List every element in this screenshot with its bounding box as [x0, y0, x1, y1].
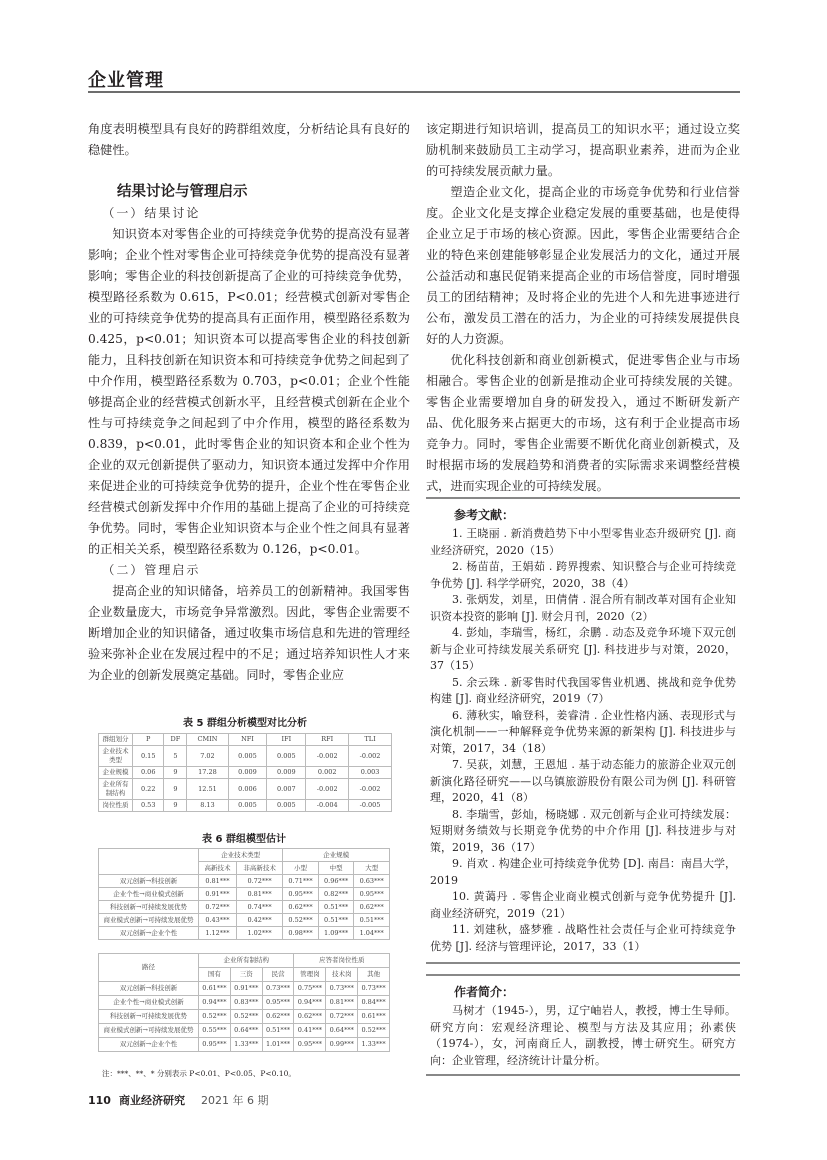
table-cell: 0.51***: [262, 1024, 294, 1038]
page-footer: [88, 1092, 268, 1108]
table-cell: 0.005: [228, 800, 267, 812]
table-cell: 企业技术类型: [99, 746, 133, 767]
table-cell: 0.52***: [199, 1010, 231, 1024]
page-number: 110: [88, 1094, 111, 1107]
table-cell: 17.28: [187, 767, 228, 779]
table-row: [99, 982, 390, 996]
divider: [426, 962, 740, 964]
table-cell: 0.62***: [283, 901, 319, 914]
table-cell: 1.01***: [262, 1038, 294, 1052]
table-cell: 0.73***: [326, 982, 358, 996]
table-cell: 0.91***: [230, 982, 262, 996]
author-bio: 马树才（1945-），男，辽宁岫岩人，教授，博士生导师。研究方向：宏观经济理论、模型与方法及其应用；孙素侠（1974-），女，河南商丘人，副教授，博士研究生。研究方向：企业管理，经济统计计量分析。: [430, 1004, 736, 1067]
table-cell: 0.91***: [199, 888, 237, 901]
table-cell: -0.004: [306, 800, 349, 812]
table-cell: 三资: [230, 968, 262, 982]
table-cell: 小型: [283, 862, 319, 875]
table-cell: NFI: [228, 734, 267, 746]
table-cell: 其他: [358, 968, 390, 982]
table-cell: 1.04***: [354, 927, 390, 940]
reference-item: 8. 李瑞雪，彭灿，杨晓娜 . 双元创新与企业可持续发展：短期财务绩效与长期竞争优势的中介作用 [J]. 科技进步与对策，2019，36（17）: [430, 807, 736, 854]
table-cell: 0.64***: [230, 1024, 262, 1038]
table-cell: 0.42***: [236, 914, 282, 927]
table-cell: 5: [164, 746, 187, 767]
table-cell: 0.81***: [326, 996, 358, 1010]
divider: [426, 1074, 740, 1076]
table-cell: 0.51***: [318, 914, 354, 927]
table-cell: 0.52***: [283, 914, 319, 927]
paragraph: 该定期进行知识培训，提高员工的知识水平；通过设立奖励机制来鼓励员工主动学习，提高职业素养，进而为企业的可持续发展贡献力量。: [426, 122, 740, 178]
table6-title: 表 6 群组模型估计: [202, 834, 286, 845]
table-cell: 1.09***: [318, 927, 354, 940]
table5: [98, 733, 392, 812]
author-heading: 作者简介：: [454, 985, 515, 999]
table-cell: 0.55***: [199, 1024, 231, 1038]
table-cell: 企业个性→商业模式创新: [99, 888, 199, 901]
table-row: [99, 875, 390, 888]
table-cell: 0.98***: [283, 927, 319, 940]
paragraph: 优化科技创新和商业创新模式，促进零售企业与市场相融合。零售企业的创新是推动企业可持续发展的关键。零售企业需要增加自身的研发投入，通过不断研发新产品、优化服务来占据更大的市场，这有利于企业提高市场竞争力。同时，零售企业需要不断优化商业创新模式，及时根据市场的发展趋势和消费者的实际需求来调整经营模式，进而实现企业的可持续发展。: [426, 353, 740, 493]
table-cell: 中型: [318, 862, 354, 875]
table-cell: 商业模式创新→可持续发展优势: [99, 914, 199, 927]
table-cell: -0.002: [306, 779, 349, 800]
table-cell: 0.009: [228, 767, 267, 779]
reference-item: 2. 杨苗苗，王娟茹 . 跨界搜索、知识整合与企业可持续竞争优势 [J]. 科学学研究，2020，38（4）: [430, 560, 736, 590]
table-cell: 1.02***: [236, 927, 282, 940]
table-cell: 管理岗: [294, 968, 326, 982]
table-cell: 双元创新→科技创新: [99, 982, 199, 996]
table-cell: -0.002: [306, 746, 349, 767]
table-cell: 0.62***: [262, 1010, 294, 1024]
table-cell: 0.94***: [294, 996, 326, 1010]
table-cell: 0.15: [133, 746, 164, 767]
table-cell: 0.94***: [199, 996, 231, 1010]
table-cell: 大型: [354, 862, 390, 875]
table-cell: 0.005: [267, 746, 306, 767]
left-column: [88, 119, 410, 686]
table-cell: 路径: [99, 954, 199, 982]
table-cell: 0.96***: [318, 875, 354, 888]
table-row: [99, 800, 392, 812]
table-cell: 0.009: [267, 767, 306, 779]
table-cell: 科技创新→可持续发展优势: [99, 901, 199, 914]
table-row: [99, 1024, 390, 1038]
table-cell: 0.53: [133, 800, 164, 812]
table-cell: 国有: [199, 968, 231, 982]
table-cell: 0.62***: [294, 1010, 326, 1024]
table-cell: 企业技术类型: [199, 849, 283, 862]
table-row: [99, 954, 390, 968]
table-cell: 双元创新→企业个性: [99, 1038, 199, 1052]
table-cell: -0.002: [349, 779, 392, 800]
issue: 2021 年 6 期: [200, 1094, 269, 1107]
table-cell: 0.43***: [199, 914, 237, 927]
table-cell: 0.06: [133, 767, 164, 779]
table-cell: 0.006: [228, 779, 267, 800]
table-row: [99, 849, 390, 862]
table-cell: 0.62***: [354, 901, 390, 914]
table-cell: P: [133, 734, 164, 746]
table-cell: 0.95***: [199, 1038, 231, 1052]
table-cell: 0.74***: [236, 901, 282, 914]
table-cell: 群组划分: [99, 734, 133, 746]
table-cell: 企业规模: [283, 849, 390, 862]
table-cell: DF: [164, 734, 187, 746]
table-cell: 12.51: [187, 779, 228, 800]
table-cell: 9: [164, 800, 187, 812]
table-cell: 0.73***: [262, 982, 294, 996]
table-cell: 民营: [262, 968, 294, 982]
table-cell: 0.72***: [236, 875, 282, 888]
table-cell: 企业规模: [99, 767, 133, 779]
reference-item: 4. 彭灿，李瑞雪，杨红，余鹏 . 动态及竞争环境下双元创新与企业可持续发展关系研究 [J]. 科技进步与对策，2020，37（15）: [430, 626, 736, 672]
table-row: [99, 746, 392, 767]
section-heading: 结果讨论与管理启示: [117, 184, 248, 200]
table-row: [99, 734, 392, 746]
table-cell: 1.33***: [358, 1038, 390, 1052]
table-cell: 0.52***: [358, 1024, 390, 1038]
table-note: 注：***、**、* 分别表示 P<0.01、P<0.05、P<0.10。: [102, 1069, 296, 1078]
table-cell: 岗位性质: [99, 800, 133, 812]
table-cell: 8.13: [187, 800, 228, 812]
reference-item: 1. 王晓丽 . 新消费趋势下中小型零售业态升级研究 [J]. 商业经济研究，2020（15）: [430, 527, 736, 557]
table6-part-a: [98, 848, 390, 940]
paragraph: 知识资本对零售企业的可持续竞争优势的提高没有显著影响；企业个性对零售企业可持续竞争优势的提高没有显著影响；零售企业的科技创新提高了企业的可持续竞争优势，模型路径系数为 0.615，P<0.01；经营模式创新对零售企业的可持续竞争优势的提高具有正面作用，模型路径系数为 0.425，p<0.01；知识资本可以提高零售企业的科技创新能力，且科技创新在知识资本和可持续竞争优势之间起到了中介作用，模型路径系数为 0.703，p<0.01；企业个性能够提高企业的经营模式创新水平，且经营模式创新在企业个性与可持续竞争之间起到了中介作用，模型的路径系数为 0.839，p<0.01，此时零售企业的知识资本和企业个性为企业的双元创新提供了驱动力，知识资本通过发挥中介作用来促进企业的可持续竞争优势的提升，企业个性在零售企业经营模式创新发挥中介作用的基础上提高了企业的可持续竞争优势。同时，零售企业知识资本与企业个性之间具有显著的正相关关系，模型路径系数为 0.126，p<0.01。: [88, 227, 410, 556]
table-cell: 0.52***: [230, 1010, 262, 1024]
table-row: [99, 888, 390, 901]
table-cell: 0.22: [133, 779, 164, 800]
table-cell: 0.41***: [294, 1024, 326, 1038]
table-cell: 企业所有制结构: [99, 779, 133, 800]
paragraph: 提高企业的知识储备，培养员工的创新精神。我国零售企业数量庞大，市场竞争异常激烈。因此，零售企业需要不断增加企业的知识储备，通过收集市场信息和先进的管理经验来弥补企业在发展过程中的不足；通过培养知识性人才来为企业的创新发展奠定基础。同时，零售企业应: [88, 584, 410, 682]
table-row: [99, 901, 390, 914]
table-cell: TLI: [349, 734, 392, 746]
table-row: [99, 927, 390, 940]
table-cell: 技术岗: [326, 968, 358, 982]
table-row: [99, 779, 392, 800]
table-cell: 0.82***: [318, 888, 354, 901]
table-cell: 0.95***: [294, 1038, 326, 1052]
table-cell: 科技创新→可持续发展优势: [99, 1010, 199, 1024]
table-cell: 0.005: [228, 746, 267, 767]
table-cell: 高新技术: [199, 862, 237, 875]
table-cell: 企业个性→商业模式创新: [99, 996, 199, 1010]
divider: [426, 974, 740, 976]
subsection-heading: （一）结果讨论: [102, 206, 201, 220]
table-cell: 0.002: [306, 767, 349, 779]
table-cell: 双元创新→科技创新: [99, 875, 199, 888]
table-cell: 1.33***: [230, 1038, 262, 1052]
right-bottom: [426, 497, 740, 1076]
table-cell: 1.12***: [199, 927, 237, 940]
right-column: [426, 119, 740, 497]
table-cell: 0.64***: [326, 1024, 358, 1038]
table-cell: [99, 849, 199, 875]
reference-item: 10. 黄蔼丹 . 零售企业商业模式创新与竞争优势提升 [J]. 商业经济研究，2019（21）: [430, 890, 736, 920]
table-cell: 0.005: [267, 800, 306, 812]
table-cell: IFI: [267, 734, 306, 746]
table-cell: 非高新技术: [236, 862, 282, 875]
reference-item: 11. 刘建秋，盛梦雅 . 战略性社会责任与企业可持续竞争优势 [J]. 经济与管理评论，2017，33（1）: [430, 923, 736, 953]
table-cell: 0.72***: [326, 1010, 358, 1024]
table-cell: 商业模式创新→可持续发展优势: [99, 1024, 199, 1038]
table-cell: 0.99***: [326, 1038, 358, 1052]
table-cell: 0.75***: [294, 982, 326, 996]
table-row: [99, 1010, 390, 1024]
table-cell: 0.83***: [230, 996, 262, 1010]
table5-title: 表 5 群组分析模型对比分析: [183, 718, 307, 729]
table-cell: 应答者岗位性质: [294, 954, 390, 968]
table-cell: 0.81***: [236, 888, 282, 901]
author-section: [426, 984, 740, 1069]
journal-name: 商业经济研究: [118, 1094, 185, 1107]
table-cell: 0.51***: [318, 901, 354, 914]
table-cell: 0.95***: [283, 888, 319, 901]
table-cell: -0.002: [349, 746, 392, 767]
table-cell: 0.71***: [283, 875, 319, 888]
table-cell: 0.61***: [358, 1010, 390, 1024]
reference-item: 9. 肖欢 . 构建企业可持续竞争优势 [D]. 南昌：南昌大学，2019: [430, 857, 736, 887]
table-cell: 0.003: [349, 767, 392, 779]
table-cell: 0.51***: [354, 914, 390, 927]
table-cell: 0.84***: [358, 996, 390, 1010]
table-cell: 0.007: [267, 779, 306, 800]
table-cell: 双元创新→企业个性: [99, 927, 199, 940]
table-cell: 0.63***: [354, 875, 390, 888]
table6-part-b: [98, 953, 390, 1052]
table-row: [99, 914, 390, 927]
references-section: [426, 497, 740, 955]
header-rule: [88, 91, 740, 93]
subsection-heading: （二）管理启示: [102, 563, 201, 577]
table-cell: 7.02: [187, 746, 228, 767]
paragraph: 塑造企业文化，提高企业的市场竞争优势和行业信誉度。企业文化是支撑企业稳定发展的重要基础，也是使得企业立足于市场的核心资源。因此，零售企业需要结合企业的特色来创建能够彰显企业发展活力的文化，通过开展公益活动和惠民促销来提高企业的市场信誉度，同时增强员工的团结精神；及时将企业的先进个人和先进事迹进行公布，激发员工潜在的活力，为企业的可持续发展提供良好的人力资源。: [426, 185, 740, 346]
table-row: [99, 767, 392, 779]
reference-item: 7. 吴荻，刘慧，王恩旭 . 基于动态能力的旅游企业双元创新演化路径研究——以乌镇旅游股份有限公司为例 [J]. 科研管理，2020，41（8）: [430, 758, 736, 804]
table-cell: 0.95***: [262, 996, 294, 1010]
table-cell: 企业所有制结构: [199, 954, 294, 968]
reference-item: 5. 余云珠 . 新零售时代我国零售业机遇、挑战和竞争优势构建 [J]. 商业经济研究，2019（7）: [430, 675, 736, 705]
table-cell: 9: [164, 767, 187, 779]
table-cell: 0.61***: [199, 982, 231, 996]
table-cell: 0.72***: [199, 901, 237, 914]
table-cell: CMIN: [187, 734, 228, 746]
section-title: 企业管理: [88, 70, 164, 91]
table-cell: -0.005: [349, 800, 392, 812]
table-cell: 0.95***: [354, 888, 390, 901]
table-row: [99, 996, 390, 1010]
reference-item: 6. 薄秋实，喻登科，姜睿清 . 企业性格内涵、表现形式与演化机制——一种解释竞争优势来源的新架构 [J]. 科技进步与对策，2017，34（18）: [430, 708, 736, 755]
table-cell: 0.81***: [199, 875, 237, 888]
reference-item: 3. 张炳发，刘星，田倩倩 . 混合所有制改革对国有企业知识资本投资的影响 [J]. 财会月刊，2020（2）: [430, 593, 736, 623]
table-cell: 0.73***: [358, 982, 390, 996]
table-cell: RFI: [306, 734, 349, 746]
references-heading: 参考文献：: [454, 508, 515, 522]
table-cell: 9: [164, 779, 187, 800]
paragraph: 角度表明模型具有良好的跨群组效度，分析结论具有良好的稳健性。: [88, 122, 410, 157]
table-row: [99, 1038, 390, 1052]
